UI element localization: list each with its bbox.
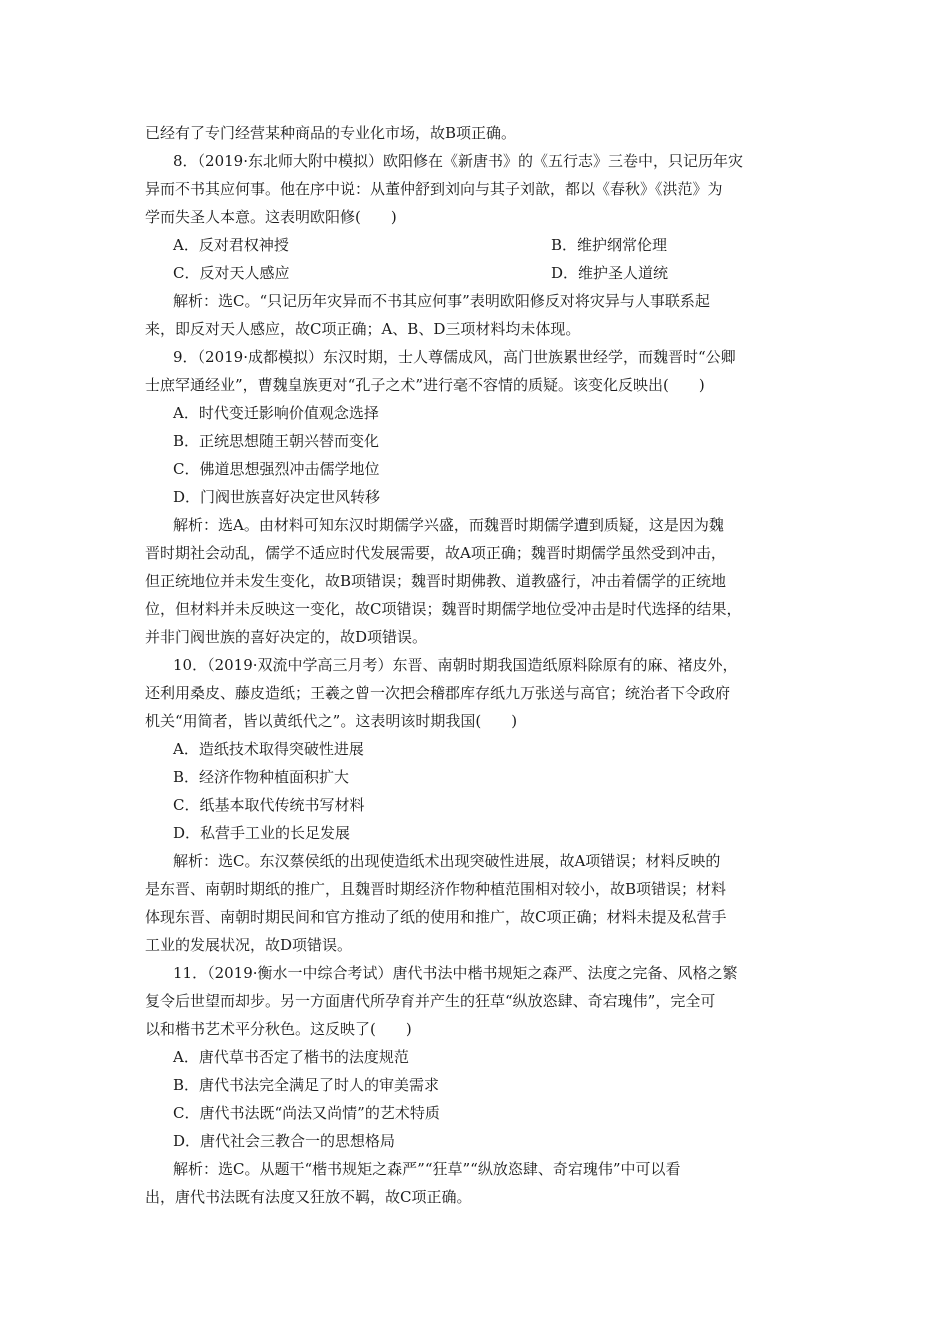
answer-9: 位，但材料并未反映这一变化，故C项错误；魏晋时期儒学地位受冲击是时代选择的结果， [145, 600, 742, 618]
question-9-option-d: D．门阀世族喜好决定世风转移 [173, 488, 381, 506]
question-8-option-b: B．维护纲常伦理 [551, 236, 668, 254]
question-9-stem: 士庶罕通经业”，曹魏皇族更对“孔子之术”进行毫不容情的质疑。该变化反映出( ) [145, 376, 705, 394]
question-9-stem: 9．（2019·成都模拟）东汉时期，士人尊儒成风，高门世族累世经学，而魏晋时“公卿 [173, 348, 736, 366]
question-8-stem: 8．（2019·东北师大附中模拟）欧阳修在《新唐书》的《五行志》三卷中，只记历年灾 [173, 152, 743, 170]
question-9-option-c: C．佛道思想强烈冲击儒学地位 [173, 460, 380, 478]
answer-9: 解析：选A。由材料可知东汉时期儒学兴盛，而魏晋时期儒学遭到质疑，这是因为魏 [173, 516, 724, 534]
question-10-option-d: D．私营手工业的长足发展 [173, 824, 351, 842]
answer-9: 晋时期社会动乱，儒学不适应时代发展需要，故A项正确；魏晋时期儒学虽然受到冲击， [145, 544, 726, 562]
question-8-option-a: A．反对君权神授 [173, 236, 289, 254]
question-10-stem: 还利用桑皮、藤皮造纸；王羲之曾一次把会稽郡库存纸九万张送与高官；统治者下令政府 [145, 684, 731, 702]
answer-11: 解析：选C。从题干“楷书规矩之森严”“狂草”“纵放恣肆、奇宕瑰伟”中可以看 [173, 1160, 681, 1178]
answer-8: 来，即反对天人感应，故C项正确；A、B、D三项材料均未体现。 [145, 320, 581, 338]
question-11-stem: 11．（2019·衡水一中综合考试）唐代书法中楷书规矩之森严、法度之完备、风格之繁 [173, 964, 738, 982]
question-11-stem: 以和楷书艺术平分秋色。这反映了( ) [145, 1020, 412, 1038]
question-10-option-b: B．经济作物种植面积扩大 [173, 768, 350, 786]
answer-9: 并非门阀世族的喜好决定的，故D项错误。 [145, 628, 428, 646]
question-11-stem: 复令后世望而却步。另一方面唐代所孕育并产生的狂草“纵放恣肆、奇宕瑰伟”，完全可 [145, 992, 716, 1010]
question-10-stem: 机关“用简者，皆以黄纸代之”。这表明该时期我国( ) [145, 712, 518, 730]
question-10-option-c: C．纸基本取代传统书写材料 [173, 796, 365, 814]
answer-9: 但正统地位并未发生变化，故B项错误；魏晋时期佛教、道教盛行，冲击着儒学的正统地 [145, 572, 727, 590]
answer-7-tail: 已经有了专门经营某种商品的专业化市场，故B项正确。 [145, 124, 517, 142]
answer-10: 是东晋、南朝时期纸的推广，且魏晋时期经济作物种植范围相对较小，故B项错误；材料 [145, 880, 727, 898]
question-11-option-d: D．唐代社会三教合一的思想格局 [173, 1132, 396, 1150]
question-11-option-b: B．唐代书法完全满足了时人的审美需求 [173, 1076, 440, 1094]
question-8-stem: 异而不书其应何事。他在序中说：从董仲舒到刘向与其子刘歆，都以《春秋》《洪范》为 [145, 180, 723, 198]
question-11-option-a: A．唐代草书否定了楷书的法度规范 [173, 1048, 409, 1066]
answer-11: 出，唐代书法既有法度又狂放不羁，故C项正确。 [145, 1188, 472, 1206]
question-9-option-a: A．时代变迁影响价值观念选择 [173, 404, 379, 422]
question-11-option-c: C．唐代书法既“尚法又尚情”的艺术特质 [173, 1104, 440, 1122]
answer-10: 体现东晋、南朝时期民间和官方推动了纸的使用和推广，故C项正确；材料未提及私营手 [145, 908, 727, 926]
answer-10: 解析：选C。东汉蔡侯纸的出现使造纸术出现突破性进展，故A项错误；材料反映的 [173, 852, 721, 870]
answer-8: 解析：选C。“只记历年灾异而不书其应何事”表明欧阳修反对将灾异与人事联系起 [173, 292, 710, 310]
question-10-option-a: A．造纸技术取得突破性进展 [173, 740, 364, 758]
question-10-stem: 10．（2019·双流中学高三月考）东晋、南朝时期我国造纸原料除原有的麻、褚皮外， [173, 656, 738, 674]
answer-10: 工业的发展状况，故D项错误。 [145, 936, 353, 954]
question-8-stem: 学而失圣人本意。这表明欧阳修( ) [145, 208, 397, 226]
question-9-option-b: B．正统思想随王朝兴替而变化 [173, 432, 380, 450]
question-8-option-d: D．维护圣人道统 [551, 264, 669, 282]
question-8-option-c: C．反对天人感应 [173, 264, 290, 282]
